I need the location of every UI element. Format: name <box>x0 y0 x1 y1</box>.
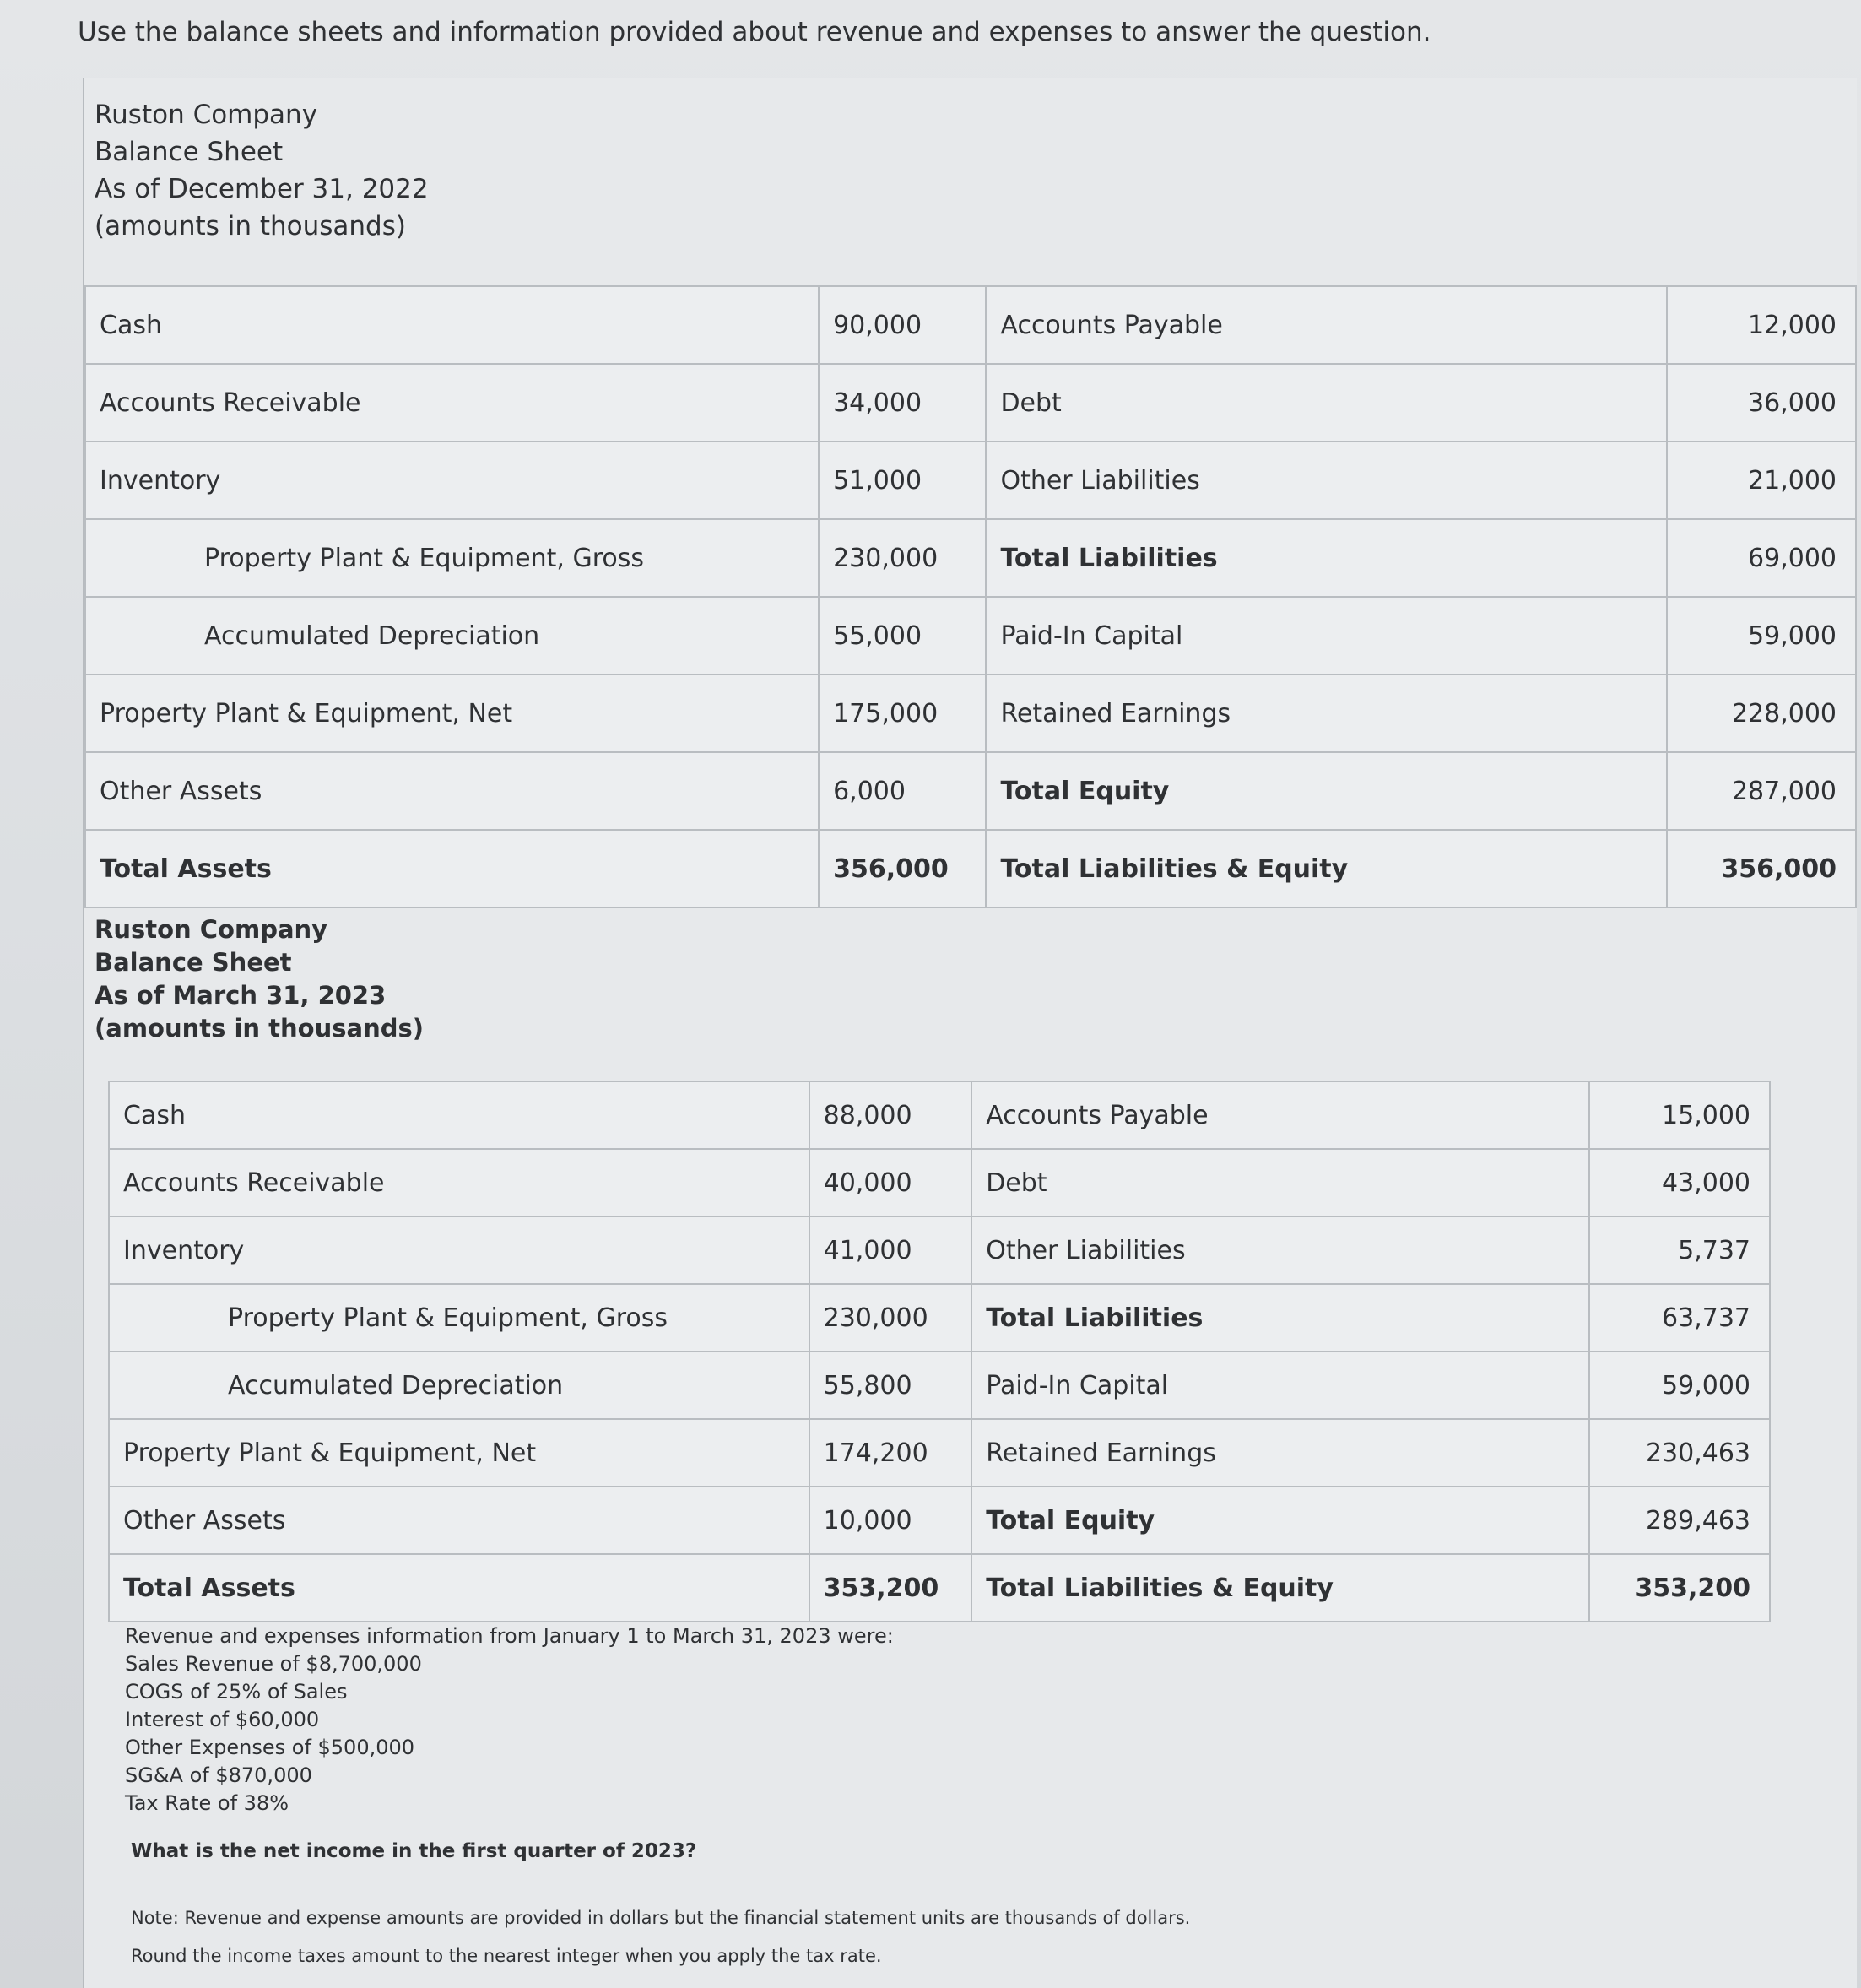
table-row <box>109 1149 1770 1216</box>
liability-value: 356,000 <box>1667 830 1856 907</box>
liability-label: Total Equity <box>971 1487 1589 1554</box>
table-row <box>109 1216 1770 1284</box>
table-row <box>85 752 1856 830</box>
liability-label: Accounts Payable <box>986 286 1667 364</box>
liability-value: 59,000 <box>1667 597 1856 674</box>
note-rounding: Round the income taxes amount to the nearest integer when you apply the tax rate. <box>131 1946 882 1966</box>
table-row <box>109 1419 1770 1487</box>
table-row <box>85 519 1856 597</box>
asset-label: Property Plant & Equipment, Gross <box>109 1284 809 1352</box>
liability-label: Total Liabilities & Equity <box>971 1554 1589 1622</box>
asset-value: 88,000 <box>809 1081 972 1149</box>
liability-label: Retained Earnings <box>971 1419 1589 1487</box>
asset-value: 174,200 <box>809 1419 972 1487</box>
sheet-title: Balance Sheet <box>95 137 284 167</box>
liability-value: 21,000 <box>1667 441 1856 519</box>
table-row <box>85 830 1856 907</box>
liability-value: 15,000 <box>1589 1081 1770 1149</box>
liability-label: Retained Earnings <box>986 674 1667 752</box>
sheet-2022-header <box>95 96 429 245</box>
liability-label: Total Liabilities <box>986 519 1667 597</box>
liability-label: Total Liabilities & Equity <box>986 830 1667 907</box>
liability-value: 36,000 <box>1667 364 1856 441</box>
asset-value: 55,800 <box>809 1352 972 1419</box>
asset-value: 230,000 <box>809 1284 972 1352</box>
liability-label: Total Liabilities <box>971 1284 1589 1352</box>
liability-value: 353,200 <box>1589 1554 1770 1622</box>
asset-value: 51,000 <box>819 441 986 519</box>
liability-label: Paid-In Capital <box>971 1352 1589 1419</box>
liability-label: Debt <box>971 1149 1589 1216</box>
asset-label: Total Assets <box>109 1554 809 1622</box>
asset-label: Property Plant & Equipment, Net <box>85 674 819 752</box>
asset-label: Other Assets <box>109 1487 809 1554</box>
table-row <box>85 364 1856 441</box>
asset-value: 10,000 <box>809 1487 972 1554</box>
info-line: COGS of 25% of Sales <box>125 1680 348 1704</box>
asset-label: Property Plant & Equipment, Gross <box>85 519 819 597</box>
liability-value: 63,737 <box>1589 1284 1770 1352</box>
sheet-2023-header <box>95 913 424 1045</box>
sheet-units: (amounts in thousands) <box>95 1014 424 1043</box>
asset-label: Inventory <box>85 441 819 519</box>
asset-value: 175,000 <box>819 674 986 752</box>
liability-value: 289,463 <box>1589 1487 1770 1554</box>
table-row <box>109 1487 1770 1554</box>
asset-value: 353,200 <box>809 1554 972 1622</box>
asset-label: Total Assets <box>85 830 819 907</box>
table-row <box>109 1284 1770 1352</box>
liability-label: Other Liabilities <box>986 441 1667 519</box>
liability-value: 230,463 <box>1589 1419 1770 1487</box>
liability-value: 43,000 <box>1589 1149 1770 1216</box>
liability-value: 59,000 <box>1589 1352 1770 1419</box>
table-row <box>85 286 1856 364</box>
liability-value: 287,000 <box>1667 752 1856 830</box>
asset-value: 6,000 <box>819 752 986 830</box>
table-row <box>109 1352 1770 1419</box>
liability-value: 228,000 <box>1667 674 1856 752</box>
balance-sheet-2023 <box>108 1081 1771 1622</box>
liability-value: 5,737 <box>1589 1216 1770 1284</box>
asset-value: 55,000 <box>819 597 986 674</box>
sheet-date: As of March 31, 2023 <box>95 981 387 1010</box>
table-row <box>85 597 1856 674</box>
instruction-text: Use the balance sheets and information provided about revenue and expenses to answer the question. <box>78 17 1431 47</box>
info-intro: Revenue and expenses information from January 1 to March 31, 2023 were: <box>125 1624 894 1648</box>
table-row <box>85 441 1856 519</box>
asset-label: Other Assets <box>85 752 819 830</box>
asset-value: 230,000 <box>819 519 986 597</box>
table-row <box>85 674 1856 752</box>
sheet-date: As of December 31, 2022 <box>95 174 429 204</box>
liability-value: 12,000 <box>1667 286 1856 364</box>
company-name: Ruston Company <box>95 915 328 944</box>
note-units: Note: Revenue and expense amounts are provided in dollars but the financial statement units are thousands of dollars. <box>131 1908 1191 1928</box>
table-row <box>109 1554 1770 1622</box>
asset-label: Cash <box>85 286 819 364</box>
sheet-units: (amounts in thousands) <box>95 211 406 241</box>
liability-label: Debt <box>986 364 1667 441</box>
liability-label: Total Equity <box>986 752 1667 830</box>
asset-label: Cash <box>109 1081 809 1149</box>
liability-label: Accounts Payable <box>971 1081 1589 1149</box>
company-name: Ruston Company <box>95 100 318 130</box>
asset-value: 41,000 <box>809 1216 972 1284</box>
info-line: Other Expenses of $500,000 <box>125 1736 415 1759</box>
asset-label: Accounts Receivable <box>85 364 819 441</box>
asset-value: 34,000 <box>819 364 986 441</box>
asset-label: Accumulated Depreciation <box>85 597 819 674</box>
asset-value: 90,000 <box>819 286 986 364</box>
question-text: What is the net income in the first quarter of 2023? <box>131 1840 697 1862</box>
info-line: Sales Revenue of $8,700,000 <box>125 1652 422 1676</box>
asset-value: 40,000 <box>809 1149 972 1216</box>
liability-label: Paid-In Capital <box>986 597 1667 674</box>
asset-label: Accounts Receivable <box>109 1149 809 1216</box>
table-row <box>109 1081 1770 1149</box>
asset-label: Accumulated Depreciation <box>109 1352 809 1419</box>
info-line: Interest of $60,000 <box>125 1708 320 1731</box>
balance-sheet-2022 <box>84 285 1857 908</box>
asset-value: 356,000 <box>819 830 986 907</box>
asset-label: Property Plant & Equipment, Net <box>109 1419 809 1487</box>
info-line: Tax Rate of 38% <box>125 1791 289 1815</box>
sheet-title: Balance Sheet <box>95 948 292 977</box>
liability-label: Other Liabilities <box>971 1216 1589 1284</box>
liability-value: 69,000 <box>1667 519 1856 597</box>
asset-label: Inventory <box>109 1216 809 1284</box>
info-line: SG&A of $870,000 <box>125 1763 312 1787</box>
revenue-expense-info <box>125 1622 894 1817</box>
